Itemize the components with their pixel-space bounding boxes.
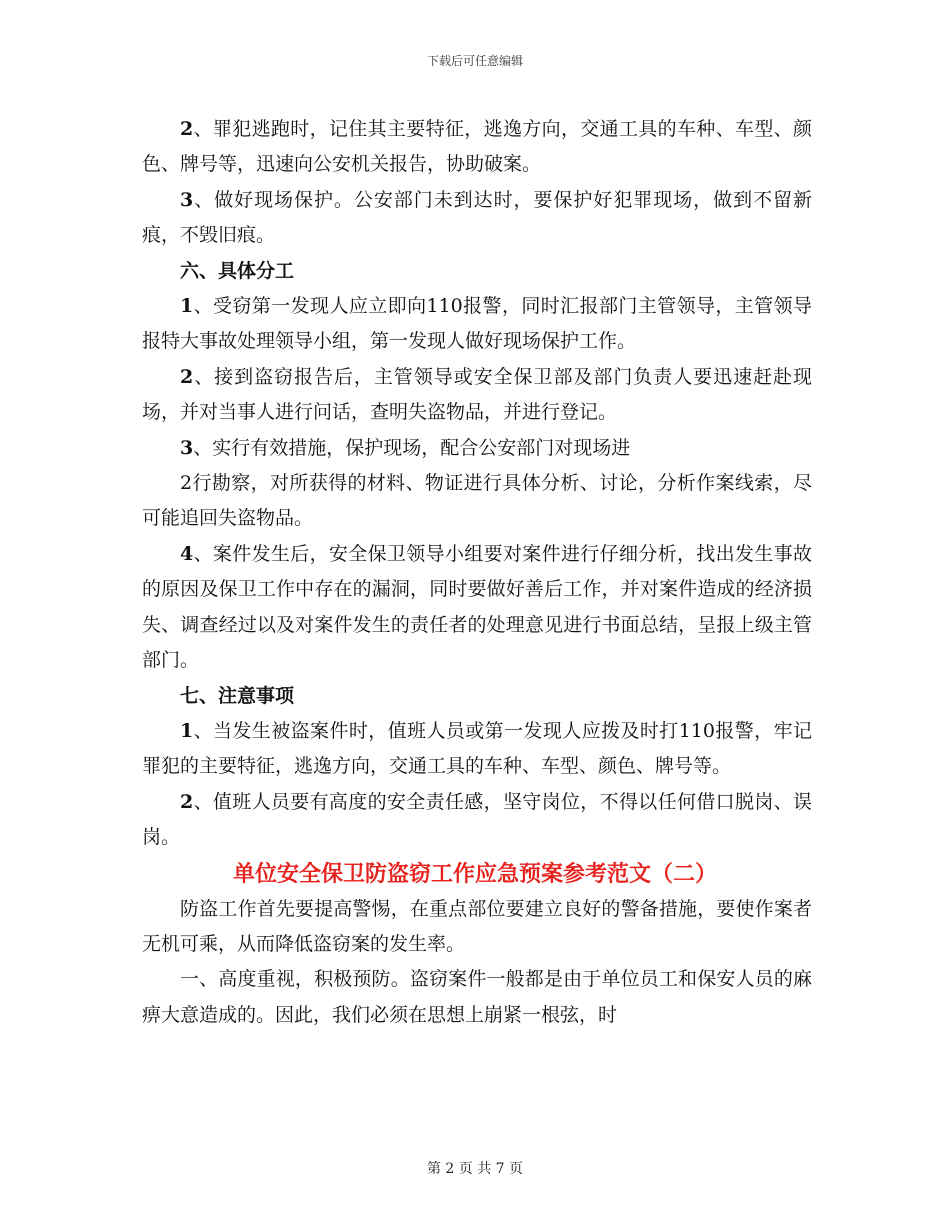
paragraph-text: 、做好现场保护。公安部门未到达时，要保护好犯罪现场，做到不留新痕，不毁旧痕。 xyxy=(142,188,812,247)
paragraph-duty-staff xyxy=(142,785,812,856)
paragraph-escape-report xyxy=(142,112,812,183)
item-number: 4 xyxy=(180,542,194,565)
document-body xyxy=(142,112,812,1033)
paragraph-text: 、接到盗窃报告后，主管领导或安全保卫部及部门负责人要迅速赶赴现场，并对当事人进行问话，查明失盗物品，并进行登记。 xyxy=(142,365,812,424)
document-title-part-two: 单位安全保卫防盗窃工作应急预案参考范文（二） xyxy=(232,860,717,887)
paragraph-high-attention: 一、高度重视，积极预防。盗窃案件一般都是由于单位员工和保安人员的麻痹大意造成的。因此，我们必须在思想上崩紧一根弦，时 xyxy=(142,968,812,1026)
paragraph-text: 、罪犯逃跑时，记住其主要特征，逃逸方向，交通工具的车种、车型、颜色、牌号等，迅速向公安机关报告，协助破案。 xyxy=(142,118,812,176)
item-number: 3 xyxy=(180,436,194,459)
paragraph-investigation: 2行勘察，对所获得的材料、物证进行具体分析、讨论，分析作案线索，尽可能追回失盗物品。 xyxy=(142,472,812,530)
paragraph-rush-to-scene xyxy=(142,360,812,431)
paragraph-effective-measures xyxy=(142,431,812,466)
paragraph-text: 、当发生被盗案件时，值班人员或第一发现人应拨及时打110报警，牢记罪犯的主要特征，逃逸方向，交通工具的车种、车型、颜色、牌号等。 xyxy=(142,719,812,778)
page-footer: 第 2 页 共 7 页 xyxy=(426,1161,524,1177)
item-number: 1 xyxy=(180,295,194,318)
paragraph-text: 、受窃第一发现人应立即向110报警，同时汇报部门主管领导，主管领导报特大事故处理领导小组，第一发现人做好现场保护工作。 xyxy=(142,295,812,353)
item-number: 1 xyxy=(180,719,194,742)
paragraph-scene-protection xyxy=(142,183,812,254)
paragraph-anti-theft-intro: 防盗工作首先要提高警惕，在重点部位要建立良好的警备措施，要使作案者无机可乘，从而降低盗窃案的发生率。 xyxy=(142,897,812,955)
section-heading-precautions: 七、注意事项 xyxy=(180,684,295,707)
paragraph-first-discoverer xyxy=(142,289,812,360)
item-number: 2 xyxy=(180,365,194,388)
paragraph-text: 、值班人员要有高度的安全责任感，坚守岗位，不得以任何借口脱岗、误岗。 xyxy=(142,790,812,849)
paragraph-text: 、案件发生后，安全保卫领导小组要对案件进行仔细分析，找出发生事故的原因及保卫工作中存在的漏洞，同时要做好善后工作，并对案件造成的经济损失、调查经过以及对案件发生的责任者的处理意见进行书面总结，呈报上级主管部门。 xyxy=(142,542,812,672)
page-header: 下载后可任意编辑 xyxy=(426,54,523,68)
paragraph-case-analysis xyxy=(142,537,812,679)
paragraph-call-police xyxy=(142,714,812,785)
item-number: 2 xyxy=(180,118,194,140)
item-number: 2 xyxy=(180,790,194,813)
paragraph-text: 、实行有效措施，保护现场，配合公安部门对现场进 xyxy=(193,436,631,459)
item-number: 3 xyxy=(180,188,194,211)
section-heading-division-of-work: 六、具体分工 xyxy=(180,259,295,282)
